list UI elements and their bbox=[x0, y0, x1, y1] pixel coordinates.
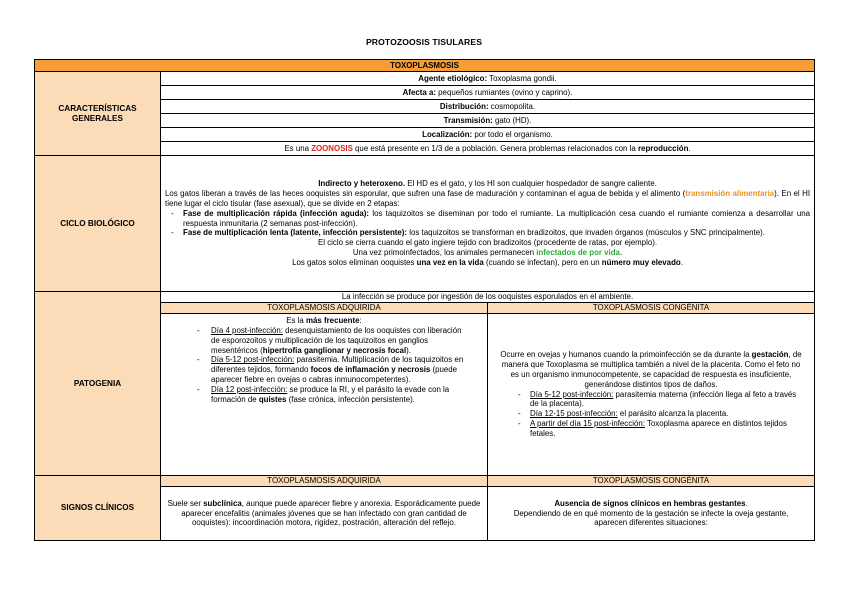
afecta-row: Afecta a: pequeños rumiantes (ovino y caprino). bbox=[161, 86, 815, 100]
toxoplasmosis-table bbox=[34, 59, 815, 541]
patogenia-col-adquirida: TOXOPLASMOSIS ADQUIRIDA bbox=[161, 303, 488, 314]
fase-lenta-item: - Fase de multiplicación lenta (latente, infección persistente): los taquizoitos se transforman en bradizoitos, que invaden órganos (músculos y SNC principalmente). bbox=[183, 228, 810, 238]
patogenia-col-congenita: TOXOPLASMOSIS CONGÉNITA bbox=[488, 303, 815, 314]
congenita-dia5-item: - Día 5-12 post-infección: parasitemia materna (infección llega al feto a través de la placenta). bbox=[530, 390, 804, 410]
transmision-row: Transmisión: gato (HD). bbox=[161, 114, 815, 128]
distribucion-row: Distribución: cosmopolita. bbox=[161, 100, 815, 114]
signos-label: SIGNOS CLÍNICOS bbox=[35, 476, 161, 541]
localizacion-row: Localización: por todo el organismo. bbox=[161, 128, 815, 142]
ciclo-cell: Indirecto y heteroxeno. El HD es el gato, y los HI son cualquier hospedador de sangre caliente. Los gatos liberan a través de las heces ooquistes sin esporular, que sufren una fase de maduración y contaminan el agua de bebida y el alimento (transmisión alimentaria). En el HI tiene lugar el ciclo tisular (fase asexual), que se divide en 2 etapas: - Fase de multiplicación rápida (infección aguda): los taquizoitos se diseminan por todo el rumiante. La multiplicación cesa cuando el rumiante comienza a desarrollar una respuesta inmunitaria (2 semanas post-infección). - Fase de multiplicación lenta (latente, infección persistente): los taquizoitos se transforman en bradizoitos, que invaden órganos (músculos y SNC principalmente). El ciclo se cierra cuando el gato ingiere tejido con bradizoitos (procedente de ratas, por ejemplo). Una vez primoinfectados, los animales permanecen infectados de por vida. Los gatos solos eliminan ooquistes una vez en la vida (cuando se infectan), pero en un número muy elevado. bbox=[161, 156, 815, 292]
signos-col-congenita: TOXOPLASMOSIS CONGÉNITA bbox=[488, 476, 815, 487]
patogenia-adquirida-cell: Es la más frecuente: - Día 4 post-infección: desenquistamiento de los ooquistes con liberación de esporozoitos y multiplicación de los taquizoitos en ganglios mesentéricos (hipertrofia ganglionar y necrosis focal). - Día 5-12 post-infección: parasitemia. Multiplicación de los taquizoitos en diferentes tejidos, formando focos de inflamación y necrosis (puede aparecer fiebre en ovejas o cabras inmunocompetentes). - Día 12 post-infección: se produce la RI, y el parásito la evade con la formación de quistes (fase crónica, infección persistente). bbox=[161, 314, 488, 476]
document-title: PROTOZOOSIS TISULARES bbox=[365, 37, 483, 47]
congenita-dia12-item: - Día 12-15 post-infección: el parásito alcanza la placenta. bbox=[530, 409, 804, 419]
ciclo-label: CICLO BIOLÓGICO bbox=[35, 156, 161, 292]
signos-adquirida-cell: Suele ser subclínica, aunque puede aparecer fiebre y anorexia. Esporádicamente puede aparecer encefalitis (animales jóvenes que se han infectado con gran cantidad de ooquistes): incoordinación motora, rigidez, postración, alteración del reflejo. bbox=[161, 487, 488, 541]
adquirida-dia4-item: - Día 4 post-infección: desenquistamiento de los ooquistes con liberación de esporozoitos y multiplicación de los taquizoitos en ganglios mesentéricos (hipertrofia ganglionar y necrosis focal). bbox=[211, 326, 471, 356]
zoonosis-row: Es una ZOONOSIS que está presente en 1/3 de a población. Genera problemas relacionados con la reproducción. bbox=[161, 142, 815, 156]
section-title: TOXOPLASMOSIS bbox=[35, 60, 815, 72]
patogenia-intro: La infección se produce por ingestión de los ooquistes esporulados en el ambiente. bbox=[161, 292, 815, 303]
caracteristicas-label: CARACTERÍSTICAS GENERALES bbox=[35, 72, 161, 156]
adquirida-dia12-item: - Día 12 post-infección: se produce la RI, y el parásito la evade con la formación de quistes (fase crónica, infección persistente). bbox=[211, 385, 471, 405]
agente-row: Agente etiológico: Toxoplasma gondii. bbox=[161, 72, 815, 86]
fase-rapida-item: - Fase de multiplicación rápida (infección aguda): los taquizoitos se diseminan por todo el rumiante. La multiplicación cesa cuando el rumiante comienza a desarrollar una respuesta inmunitaria (2 semanas post-infección). bbox=[183, 209, 810, 229]
patogenia-congenita-cell: Ocurre en ovejas y humanos cuando la primoinfección se da durante la gestación, de manera que Toxoplasma se multiplica también a nivel de la placenta. Como el feto no es un organismo inmunocompetente, se capacidad de respuesta es insuficiente, generándose distintos tipos de daños. - Día 5-12 post-infección: parasitemia materna (infección llega al feto a través de la placenta). - Día 12-15 post-infección: el parásito alcanza la placenta. - A partir del día 15 post-infección: Toxoplasma aparece en distintos tejidos fetales. bbox=[488, 314, 815, 476]
patogenia-label: PATOGENIA bbox=[35, 292, 161, 476]
signos-col-adquirida: TOXOPLASMOSIS ADQUIRIDA bbox=[161, 476, 488, 487]
signos-congenita-cell: Ausencia de signos clínicos en hembras gestantes. Dependiendo de en qué momento de la gestación se infecte la oveja gestante, aparecen diferentes situaciones: bbox=[488, 487, 815, 541]
adquirida-dia5-item: - Día 5-12 post-infección: parasitemia. Multiplicación de los taquizoitos en diferentes tejidos, formando focos de inflamación y necrosis (puede aparecer fiebre en ovejas o cabras inmunocompetentes). bbox=[211, 355, 471, 385]
congenita-dia15-item: - A partir del día 15 post-infección: Toxoplasma aparece en distintos tejidos fetales. bbox=[530, 419, 804, 439]
